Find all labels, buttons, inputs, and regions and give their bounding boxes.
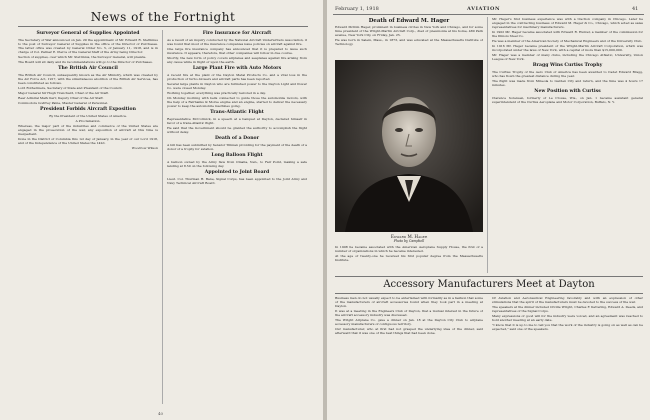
article-paragraph: The flight was made from Mineola to Garden City and return, and the time was 4 hours 17 minutes. xyxy=(492,79,643,87)
article-paragraph: Major General Sir Hugh Trenchard, Chief of the Air Staff. xyxy=(18,91,109,95)
article-paragraph: A balloon owned by the Army flew from Omaha, Neb., to Fair Point, making a safe landing at 8.50 on the following day. xyxy=(167,160,307,168)
article-paragraph: In 1916 Mr. Hager became president of the Wright-Martin Aircraft Corporation, which was incorporated under the laws of New York, with a capital of more than $15,000,000. xyxy=(492,44,643,52)
article-heading: Death of a Donor xyxy=(214,136,260,141)
running-header-page-number: 41 xyxy=(632,6,639,12)
article-large-plant-fire xyxy=(167,66,307,108)
article-paragraph: Many expressions of good will for the industry were voiced, and an agreement was reached to hold another meeting at an early date. xyxy=(492,314,643,322)
article-president-forbids-exposition xyxy=(18,107,158,150)
article-paragraph: The Secretary of War announced on Jan. 29 the appointment of Mr. Edward R. Stettinius to the post of Surveyor General of Supplies in the office of the Director of Purchases. The latter office was created by General Order No. 5, of January 11, 1918, and is in charge of Col. Palmer E. Pierce of the General Staff of the Army being Director. xyxy=(18,38,158,54)
section-rule xyxy=(335,276,643,277)
article-paragraph: The Wright Airplane Co. gave a dinner on Jan. 18 at the Dayton City Club to airplane accessory manufacturers of contiguous territory. xyxy=(335,318,483,326)
headline-rule xyxy=(335,293,643,294)
hager-continued xyxy=(335,245,483,273)
article-paragraph: Business men do not usually expect to be entertained with formality as in a fashion that some of the manufacturers of aircraft accessories found when they took part in a meeting at Dayton. xyxy=(335,296,483,308)
article-paragraph: A Proclamation. xyxy=(75,119,101,123)
article-paragraph: He was born in Salem, Mass., in 1873, and was educated at the Massachusetts Institute of Technology. xyxy=(335,38,483,46)
article-paragraph: Commodore Godfrey Paine, Master General of Personnel. xyxy=(18,101,109,105)
article-joint-board xyxy=(167,170,307,185)
article-paragraph: Mr. Hager was a member of many clubs, including the Chicago Athletic, University, Union League of New York. xyxy=(492,53,643,61)
left-page xyxy=(0,0,323,420)
portrait-image xyxy=(335,60,483,232)
article-paragraph: Section of supplies, over which Mr. Stettinius, the Surveyor General, will preside. xyxy=(18,55,147,59)
article-paragraph: In 1908 he became associated with the American Aeroplane Supply House, the first of a number of organizations in which he became interested. xyxy=(335,245,483,253)
left-column-2 xyxy=(167,29,307,407)
article-paragraph: Lieut. Col. Thurman H. Bane, Signal Corps, has been appointed to the Joint Army and Navy Technical Aircraft Board. xyxy=(167,177,307,185)
feature-headline: Accessory Manufacturers Meet at Dayton xyxy=(383,279,595,290)
column-divider xyxy=(162,30,163,404)
article-paragraph: "I know that it is up to me to tell you that the work of the industry is going on as well as can be expected," said one of the speakers. xyxy=(492,323,643,331)
article-heading: Appointed to Joint Board xyxy=(204,170,270,175)
article-paragraph: At the age of twenty-one he received his first popular degree from the Massachusetts Institute. xyxy=(335,254,483,262)
running-header-title: AVIATION xyxy=(467,6,501,12)
article-paragraph: He was a member of the American Society of Mechanical Engineers and of the University Club. xyxy=(492,39,643,43)
article-trans-atlantic xyxy=(167,110,307,134)
article-bragg-curtiss-trophy xyxy=(492,63,643,87)
article-paragraph: Our manufacturer, who at first had not grasped the underlying idea of the dinner, said afterward that it was one of the best things that had been done. xyxy=(335,327,483,335)
article-heading: Death of Edward M. Hager xyxy=(368,18,450,24)
article-paragraph: Representative McCormick, in a speech at a banquet at Dayton, declared himself in favor of a trans-Atlantic flight. xyxy=(167,117,307,125)
feature-column-1 xyxy=(335,296,483,408)
article-paragraph: Mr. Hager's first business experience was with a traction company in Chicago. Later he engaged in the contracting business of Edward M. Hager & Co., Chicago, which acted as sales representatives for machinery manufacturers. xyxy=(492,17,643,29)
article-paragraph: Edward McKim Hager, prominent in business circles in New York and Chicago, and for some time president of the Wright-Martin Aircraft Corp., died of pneumonia at his home, 480 Park avenue, New York City, on Friday, Jan. 25. xyxy=(335,25,483,37)
article-paragraph: Lord Rothermere, Secretary of State and President of the Council. xyxy=(18,86,123,90)
article-heading: New Position with Curtiss xyxy=(534,89,601,94)
article-heading: Large Plant Fire with Auto Motors xyxy=(192,66,282,71)
article-paragraph: Working together, everything was practically restored in a day. xyxy=(167,91,266,95)
portrait-photo xyxy=(335,60,483,232)
signature: Woodrow Wilson xyxy=(131,146,158,150)
article-paragraph: Whereas, the major part of the industries and commerce of the United States are engaged in the prosecution of the war, any exposition of aircraft at this time is inexpedient. xyxy=(18,124,158,136)
left-column-1 xyxy=(18,29,158,407)
article-paragraph: A recent fire at the plant of the Dayton Metal Products Co. and a vital loss in the production of turbo-blowers and aircraft parts has been reported. xyxy=(167,73,307,81)
article-fire-insurance xyxy=(167,31,307,64)
article-heading: Bragg Wins Curtiss Trophy xyxy=(532,63,603,68)
article-heading: Long Balloon Flight xyxy=(211,153,263,158)
photo-caption: Edward M. Hager xyxy=(390,234,428,239)
column-divider xyxy=(487,17,488,273)
article-paragraph: The speakers at the dinner included Orville Wright, Charles F. Kettering, Edward A. Deeds, and representatives of the Signal Corps. xyxy=(492,305,643,313)
running-header-date: February 1, 1918 xyxy=(335,6,379,12)
article-paragraph: Several large plants in Dayton who are furnished power to the Dayton Light and Power Co. were closed Monday. xyxy=(167,82,307,90)
photo-credit: Photo by Campbell xyxy=(393,239,425,243)
article-paragraph: One large fire insurance company has announced that it is prepared to issue such insurance. It appears, therefore, that other companies will follow in due course. xyxy=(167,47,307,55)
article-british-air-council xyxy=(18,66,158,105)
article-death-of-hager xyxy=(335,17,483,59)
article-long-balloon-flight xyxy=(167,153,307,168)
article-paragraph: It was at a meeting in the Engineers Club of Dayton, that a mutual interest in the future of the aircraft accessory industry was discussed. xyxy=(335,309,483,317)
article-heading: Fire Insurance for Aircraft xyxy=(202,31,272,36)
article-paragraph: Shortly, the new form of policy covers airplanes and seaplanes against fire arising from any cause while in flight or upon the earth. xyxy=(167,56,307,64)
article-new-position-curtiss xyxy=(492,89,643,104)
article-paragraph: Rear Admiral Mark Kerr, Deputy Chief of the Air Staff. xyxy=(18,96,104,100)
article-paragraph: Of Aviation and Aeronautical Engineering favorably and with an expression of other stimulations that the spirit of the manufacturers must be devoted to the success of the war. xyxy=(492,296,643,304)
header-rule xyxy=(333,14,644,15)
article-paragraph: The Curtiss Trophy of the Aero Club of America has been awarded to Cadet Edward Bragg, who has flown the greatest distance during the year. xyxy=(492,70,643,78)
article-paragraph: Done in the District of Columbia this 1st day of January, in the year of our Lord 1918, and of the Independence of the United States the 142d. xyxy=(18,137,158,145)
article-paragraph: On Monday morning with bells connected to guide those the automobile motors, with the help of a Fairbanks & Morse engine and an engine, started to deliver the necessary power to keep the automobile machines going. xyxy=(167,96,307,108)
article-paragraph: In 1902 Mr. Hager became associated with Edward R. Hunter, a member of the commission for the Illinois Steel Co. xyxy=(492,30,643,38)
article-paragraph: The Board will sit daily and its recommendations will go to the Director of Purchases. xyxy=(18,60,153,64)
article-paragraph: As a result of an inquiry conducted by the National Aircraft Underwriters Association, it was found that most of the insurance companies issue policies on aircraft against fire. xyxy=(167,38,307,46)
right-page xyxy=(327,0,650,420)
feature-column-2 xyxy=(492,296,643,408)
article-paragraph: A bill has been submitted by Senator Tillman providing for the payment of the death of a donor of a trophy for aviation. xyxy=(167,143,307,151)
article-paragraph: The British Air Council, subsequently known as the Air Ministry, which was created by the Air Force Act, 1917, with the simultaneous abolition of the British Air Services, has been constituted as follows. xyxy=(18,73,158,85)
article-heading: President Forbids Aircraft Exposition xyxy=(40,107,136,112)
article-death-of-donor xyxy=(167,136,307,151)
article-heading: Trans-Atlantic Flight xyxy=(210,110,264,115)
right-column-2 xyxy=(492,17,643,272)
article-heading: Surveyor General of Supplies Appointed xyxy=(36,31,140,36)
page-title: News of the Fortnight xyxy=(90,10,236,24)
article-heading: The British Air Council xyxy=(58,66,118,71)
article-surveyor-general xyxy=(18,31,158,64)
article-paragraph: By the President of the United States of America. xyxy=(49,114,127,118)
title-rule xyxy=(18,26,308,27)
page-number: 40 xyxy=(158,411,164,416)
article-paragraph: Clarence Sorensen, formerly of Le Crosse, Wis., on Jan. 1 became assistant general superintendent of the Curtiss Aeroplane and Motor Corporation, Buffalo, N. Y. xyxy=(492,96,643,104)
article-paragraph: He said that the Government should be granted the authority to accomplish the flight without delay. xyxy=(167,126,307,134)
